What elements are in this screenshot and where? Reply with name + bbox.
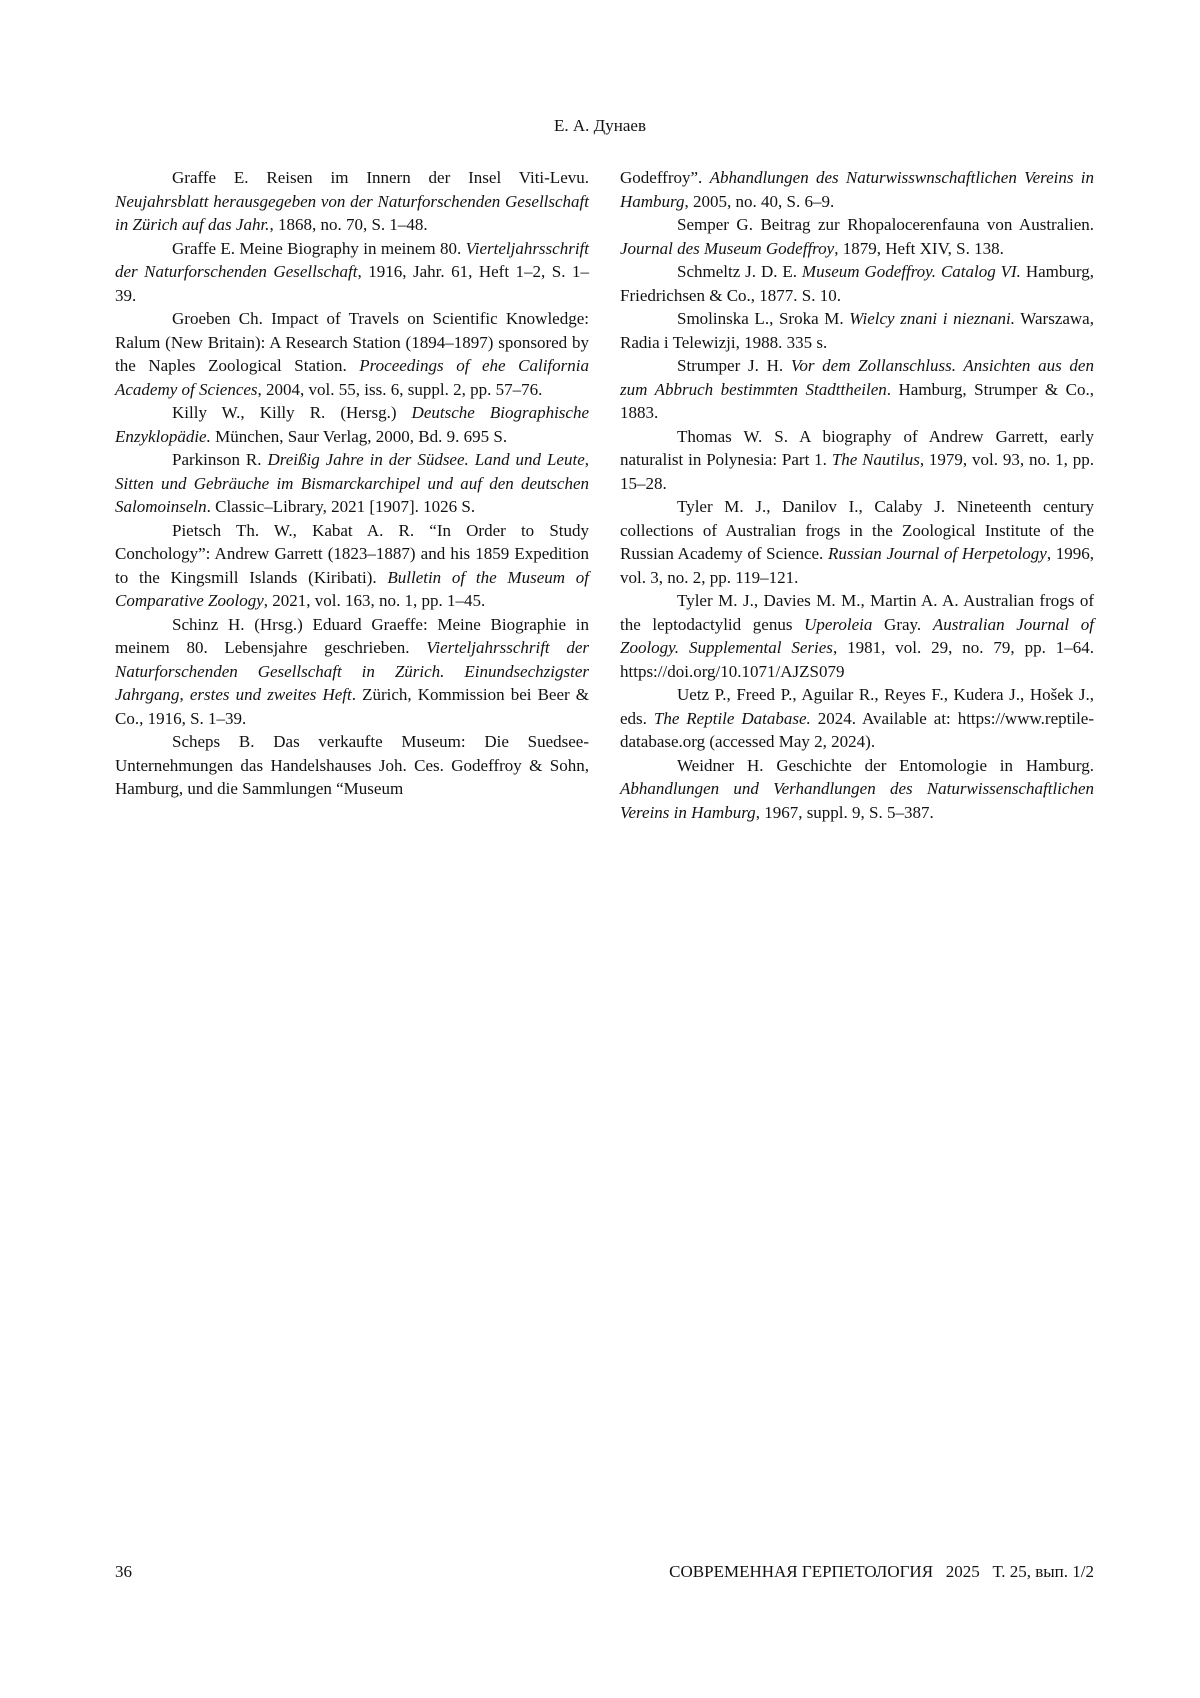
reference-text: , 2004, vol. 55, iss. 6, suppl. 2, pp. 57–76.	[257, 379, 543, 399]
reference-entry	[620, 260, 1094, 307]
reference-title: Australian Journal of Zoology. Supplemental Series	[620, 614, 1094, 657]
reference-text: , 1979, vol. 93, no. 1, pp. 15–28.	[620, 450, 1095, 493]
reference-text: Uetz P., Freed P., Aguilar R., Reyes F., Kudera J., Hošek J., eds.	[620, 685, 1094, 728]
reference-text: , 1996, vol. 3, no. 2, pp. 119–121.	[620, 544, 1095, 587]
reference-entry	[115, 401, 589, 448]
reference-text: Killy W., Killy R. (Hersg.)	[172, 403, 412, 422]
reference-entry	[620, 307, 1094, 354]
reference-text: , 1981, vol. 29, no. 79, pp. 1–64. https://doi.org/10.1071/AJZS079	[620, 638, 1094, 681]
reference-entry	[620, 754, 1094, 825]
references-column-left	[115, 166, 589, 801]
references-column-right	[620, 166, 1094, 824]
reference-title: Dreißig Jahre in der Südsee. Land und Leute	[267, 450, 585, 469]
reference-title: Russian Journal of Herpetology	[827, 544, 1047, 563]
reference-text: , 2005, no. 40, S. 6–9.	[684, 191, 835, 211]
reference-text: , 1879, Heft XIV, S. 138.	[834, 238, 1004, 258]
reference-text: Schinz H. (Hrsg.) Eduard Graeffe: Meine Biographie in meinem 80. Lebensjahre geschrieben.	[115, 614, 589, 657]
reference-text: 2024. Available at: https://www.reptile-database.org (accessed May 2, 2024).	[620, 708, 1094, 751]
reference-entry	[620, 354, 1094, 425]
reference-text: Hamburg, Friedrichsen & Co., 1877. S. 10.	[620, 262, 1094, 305]
reference-title: Uperoleia	[804, 614, 873, 634]
reference-text: Graffe E. Reisen im Innern der Insel Viti-Levu.	[172, 168, 589, 187]
reference-text: Gray.	[872, 614, 933, 634]
reference-entry	[115, 166, 589, 237]
reference-title: The Nautilus	[831, 450, 920, 469]
reference-entry	[115, 519, 589, 613]
reference-text: Schmeltz J. D. E.	[677, 262, 802, 281]
reference-title: Journal des Museum Godeffroy	[620, 238, 835, 258]
reference-entry	[115, 730, 589, 801]
reference-text: Godeffroy”.	[620, 168, 710, 187]
reference-text: Pietsch Th. W., Kabat A. R. “In Order to Study Conchology”: Andrew Garrett (1823–1887) and his 1859 Expedition to the Kingsmill Islands (Kiribati).	[115, 520, 589, 587]
reference-entry	[115, 613, 589, 731]
reference-title: Abhandlungen des Naturwisswnschaftlichen Vereins in Hamburg	[620, 168, 1095, 211]
reference-text: Scheps B. Das verkaufte Museum: Die Suedsee-Unternehmungen das Handelshauses Joh. Ces. Godeffroy & Sohn, Hamburg, und die Sammlungen “Museum	[115, 732, 589, 798]
reference-entry	[620, 683, 1094, 754]
reference-title: Proceedings of ehe California Academy of Sciences	[115, 356, 589, 399]
reference-text: Thomas W. S. A biography of Andrew Garrett, early naturalist in Polynesia: Part 1.	[620, 426, 1094, 469]
page-number: 36	[115, 1562, 132, 1581]
reference-text: . Zürich, Kommission bei Beer & Co., 1916, S. 1–39.	[115, 685, 589, 728]
reference-entry	[115, 307, 589, 401]
reference-entry	[620, 166, 1094, 213]
reference-title: erstes und zweites Heft	[189, 685, 352, 704]
reference-text: . Classic–Library, 2021 [1907]. 1026 S.	[206, 497, 476, 516]
reference-title: Museum Godeffroy. Catalog VI.	[801, 262, 1021, 281]
reference-text: , 2021, vol. 163, no. 1, pp. 1–45.	[263, 591, 486, 610]
journal-info: СОВРЕМЕННАЯ ГЕРПЕТОЛОГИЯ 2025 Т. 25, вып. 1/2	[669, 1562, 1094, 1581]
reference-title: The Reptile Database.	[653, 708, 811, 728]
reference-entry	[620, 589, 1094, 683]
reference-text: Strumper J. H.	[677, 356, 791, 375]
page-footer	[115, 1562, 1094, 1582]
reference-text: ,	[584, 450, 589, 469]
reference-text: , 1868, no. 70, S. 1–48.	[269, 215, 428, 234]
reference-title: Sitten und Gebräuche im Bismarckarchipel und auf den deutschen Salomoinseln	[115, 473, 589, 516]
reference-entry	[620, 213, 1094, 260]
reference-text: Semper G. Beitrag zur Rhopalocerenfauna von Australien.	[677, 215, 1094, 234]
reference-entry	[115, 237, 589, 308]
reference-text: Tyler M. J., Davies M. M., Martin A. A. Australian frogs of the leptodactylid genus	[620, 591, 1094, 634]
reference-title: Vor dem Zollanschluss. Ansichten aus den zum Abbruch bestimmten Stadttheilen	[620, 356, 1094, 399]
reference-title: Bulletin of the Museum of Comparative Zoology	[115, 567, 589, 610]
reference-text: , 1967, suppl. 9, S. 5–387.	[755, 802, 934, 822]
reference-text: Smolinska L., Sroka M.	[677, 309, 850, 328]
reference-title: Neujahrsblatt herausgegeben von der Naturforschenden Gesellschaft in Zürich auf das Jahr.	[115, 191, 589, 234]
reference-title: Abhandlungen und Verhandlungen des Naturwissenschaftlichen Vereins in Hamburg	[620, 779, 1094, 822]
reference-text: , 1916, Jahr. 61, Heft 1–2, S. 1–39.	[115, 262, 590, 305]
reference-entry	[115, 448, 589, 519]
reference-text: Groeben Ch. Impact of Travels on Scientific Knowledge: Ralum (New Britain): A Research Station (1894–1897) sponsored by the Naples Zoological Station.	[115, 309, 589, 375]
reference-text: Weidner H. Geschichte der Entomologie in Hamburg.	[677, 755, 1094, 775]
running-head-author: Е. А. Дунаев	[554, 116, 646, 135]
reference-title: Wielcy znani i nieznani.	[849, 309, 1015, 328]
reference-text: Parkinson R.	[172, 450, 268, 469]
reference-text: Graffe E. Meine Biography in meinem 80.	[172, 238, 466, 258]
reference-text: Tyler M. J., Danilov I., Calaby J. Nineteenth century collections of Australian frogs in the Zoological Institute of the Russian Academy of Science.	[620, 497, 1094, 563]
reference-text: Warszawa, Radia i Telewizji, 1988. 335 s.	[620, 309, 1094, 352]
reference-text: München, Saur Verlag, 2000, Bd. 9. 695 S.	[210, 426, 508, 446]
reference-title: Vierteljahrsschrift der Naturforschenden Gesellschaft	[115, 238, 589, 281]
reference-title: Deutsche Biographische Enzyklopädie.	[115, 403, 589, 446]
reference-entry	[620, 425, 1094, 496]
reference-text: ,	[179, 685, 190, 704]
reference-title: Vierteljahrsschrift der Naturforschenden Gesellschaft in Zürich. Einundsechzigster Jahrgang	[115, 638, 589, 704]
reference-entry	[620, 495, 1094, 589]
reference-text: . Hamburg, Strumper & Co., 1883.	[620, 379, 1094, 422]
